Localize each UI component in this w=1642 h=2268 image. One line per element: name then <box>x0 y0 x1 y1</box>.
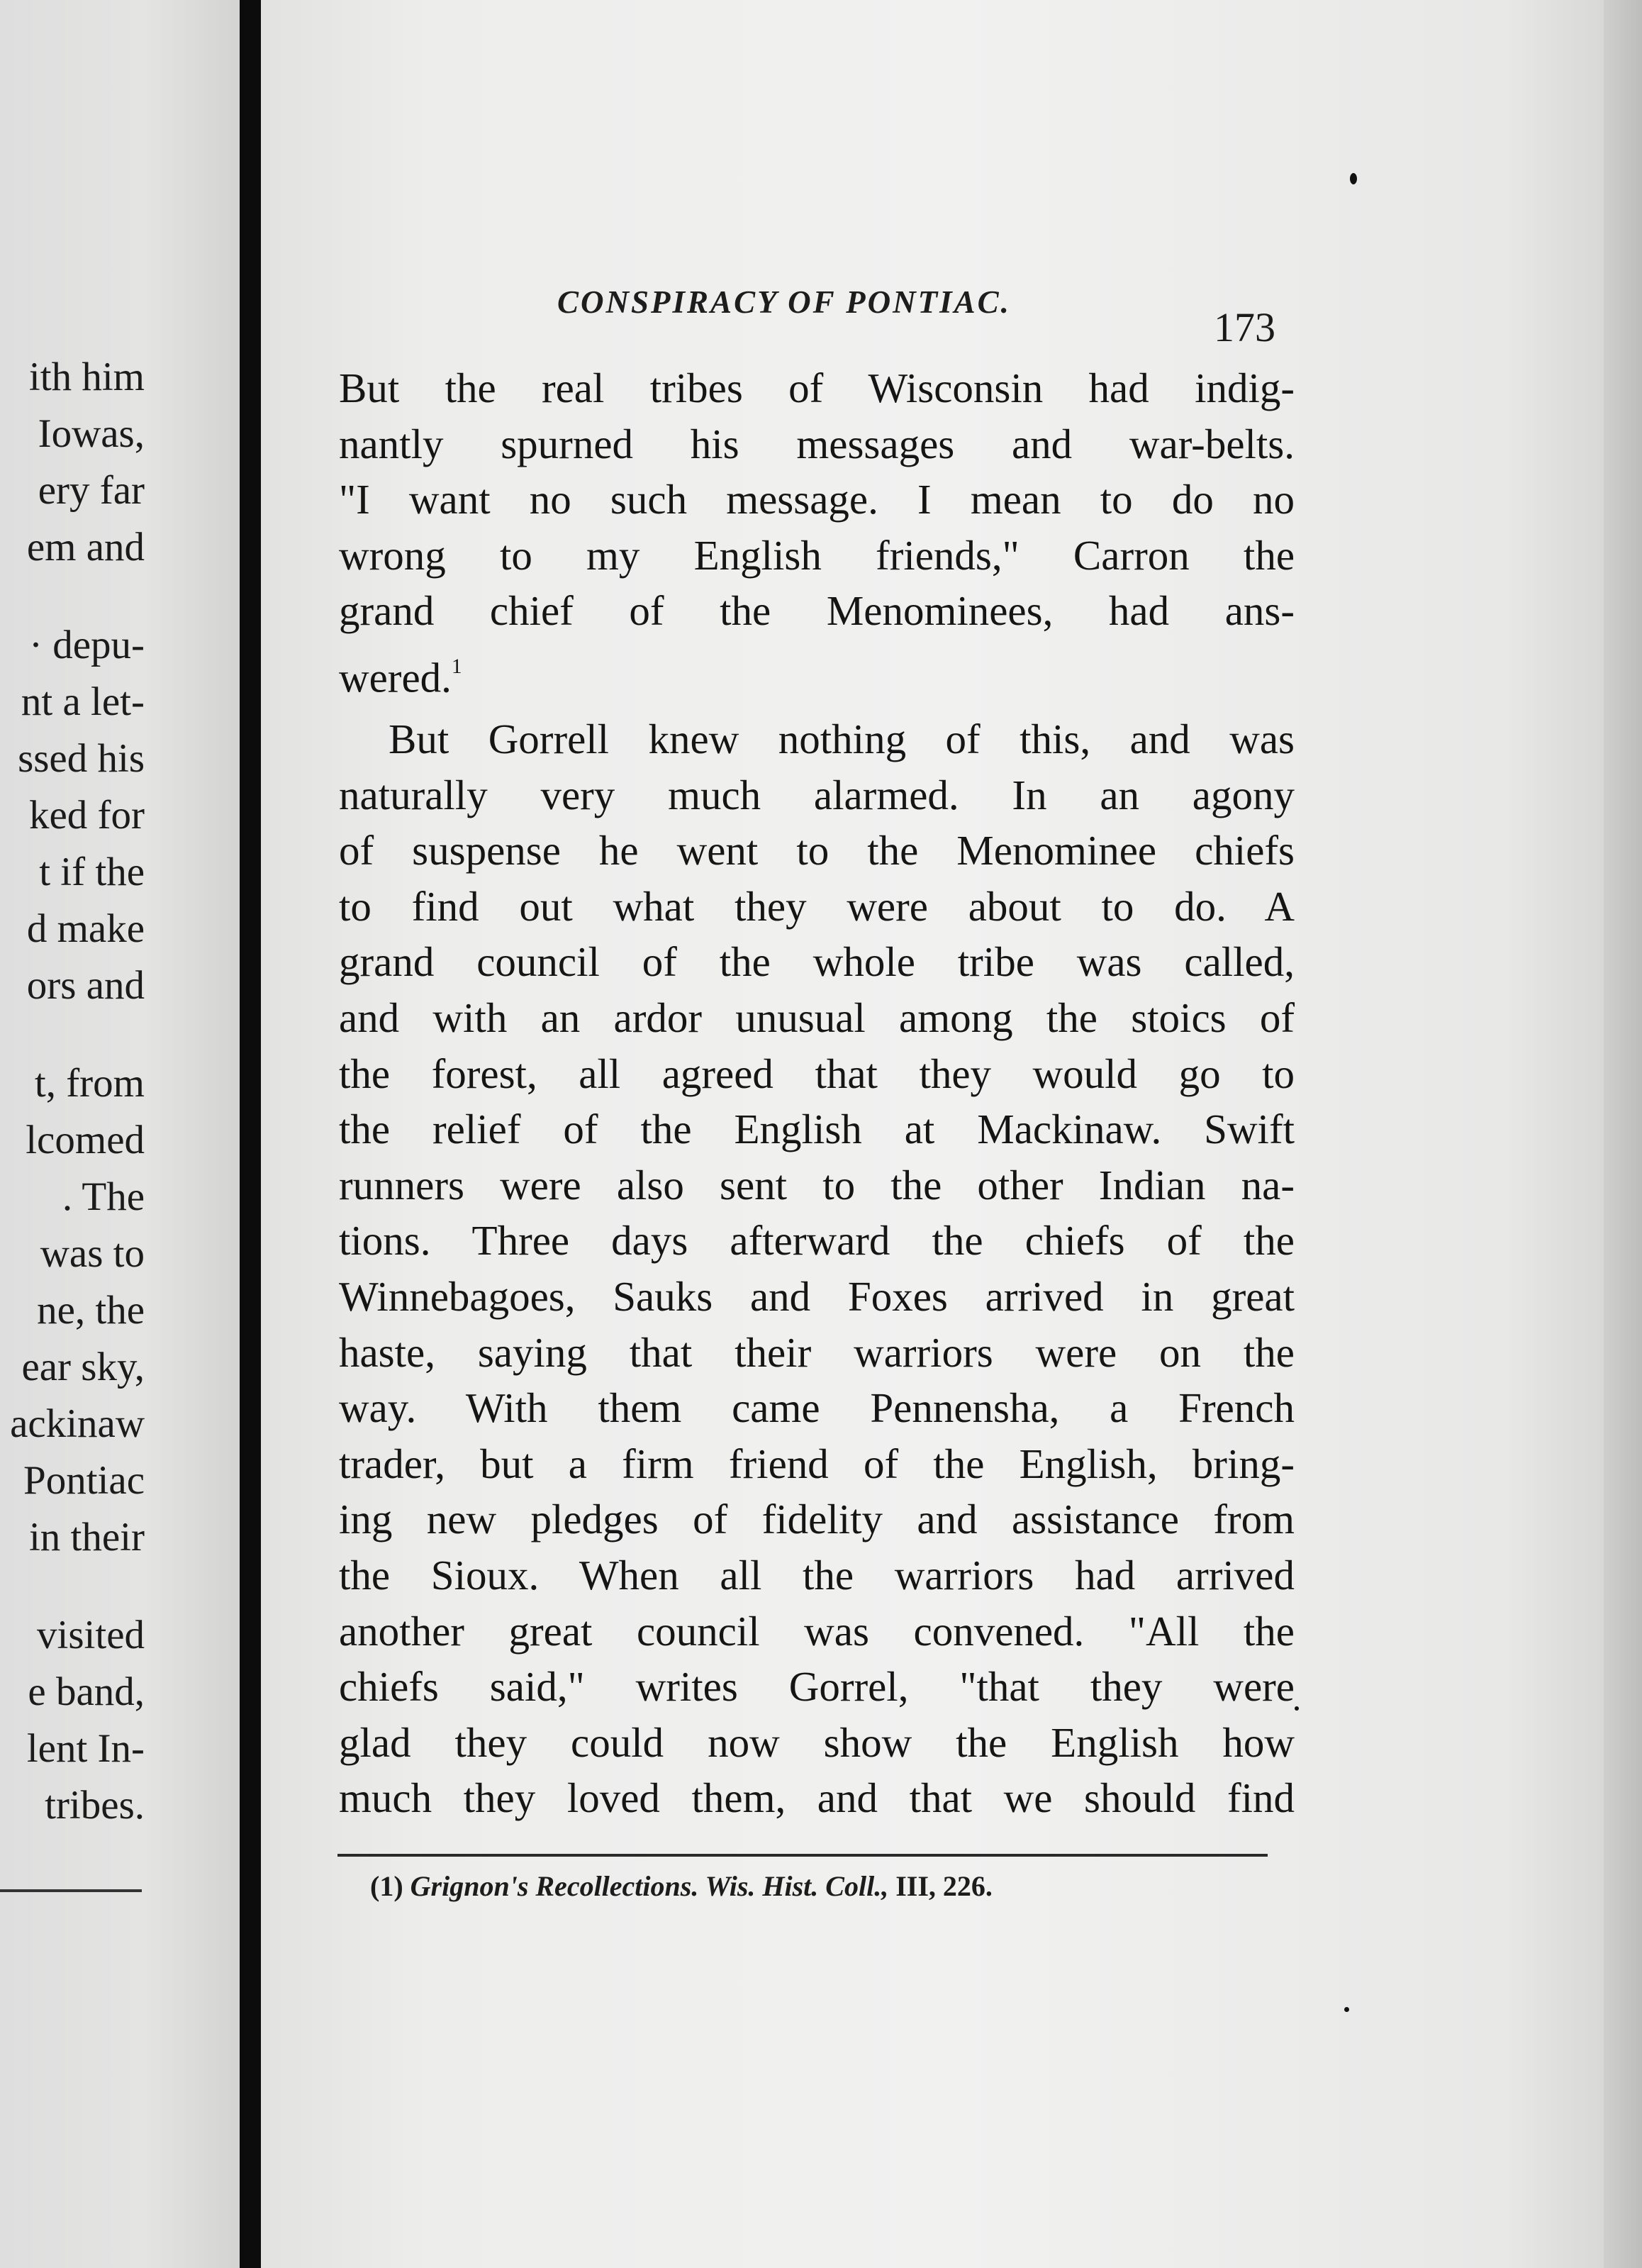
text-line: wrong to my English friends," Carron the <box>339 531 1295 579</box>
footnote-number: (1) <box>370 1870 403 1902</box>
footnote-rule <box>337 1854 1268 1857</box>
left-line: e band, <box>28 1669 145 1714</box>
text-line: of suspense he went to the Menominee chiefs <box>339 827 1295 874</box>
text-line: ing new pledges of fidelity and assistance from <box>339 1496 1295 1543</box>
text-line: But the real tribes of Wisconsin had indig- <box>339 365 1295 411</box>
left-line: ith him <box>28 355 145 399</box>
footnote-marker: 1 <box>451 655 462 678</box>
paragraph-gap <box>339 706 1295 711</box>
text-line: the Sioux. When all the warriors had arrived <box>339 1552 1295 1599</box>
text-line: Winnebagoes, Sauks and Foxes arrived in great <box>339 1273 1295 1321</box>
left-line-gap <box>0 576 145 617</box>
left-line: nt a let- <box>21 679 145 724</box>
text-line: "I want no such message. I mean to do no <box>339 476 1295 523</box>
text-line: another great council was convened. "All the <box>339 1607 1295 1655</box>
text-line: chiefs said," writes Gorrel, "that they were <box>339 1663 1295 1711</box>
left-line: . The <box>62 1174 145 1219</box>
left-line: t if the <box>39 850 145 894</box>
text-line: to find out what they were about to do. A <box>339 882 1295 930</box>
text-line: wered. <box>339 654 452 701</box>
text-line: glad they could now show the English how <box>339 1718 1295 1766</box>
text-line: way. With them came Pennensha, a French <box>339 1384 1295 1432</box>
text-line: grand council of the whole tribe was called, <box>339 938 1295 986</box>
left-line: in their <box>28 1515 145 1560</box>
footnote-source: Grignon's Recollections. Wis. Hist. Coll., <box>410 1870 889 1902</box>
left-footnote-rule <box>0 1889 142 1892</box>
page-edge-shadow <box>1604 0 1642 2268</box>
text-line: naturally very much alarmed. In an agony <box>339 771 1295 818</box>
left-line-gap <box>0 1566 145 1607</box>
footnote <box>370 1869 993 1903</box>
text-line: haste, saying that their warriors were on the <box>339 1328 1295 1376</box>
left-line: t, from <box>34 1061 145 1106</box>
running-head: CONSPIRACY OF PONTIAC. <box>557 284 1011 320</box>
text-line: the forest, all agreed that they would go to <box>339 1050 1295 1097</box>
text-line: and with an ardor unusual among the stoics of <box>339 994 1295 1042</box>
page-number: 173 <box>1214 304 1275 350</box>
left-line: tribes. <box>45 1783 145 1828</box>
left-line: ked for <box>28 793 145 838</box>
left-page-text <box>0 349 145 1834</box>
left-line: Pontiac <box>23 1458 145 1503</box>
left-line: ery far <box>38 468 145 513</box>
text-line: grand chief of the Menominees, had ans- <box>339 587 1295 635</box>
text-line: the relief of the English at Mackinaw. Swift <box>339 1106 1295 1153</box>
left-line: ackinaw <box>10 1401 145 1446</box>
book-gutter <box>240 0 261 2268</box>
left-line: ors and <box>26 963 145 1008</box>
left-line: ear sky, <box>21 1345 145 1389</box>
left-line: was to <box>40 1231 145 1276</box>
left-line: visited <box>37 1613 145 1657</box>
text-line-last <box>339 639 1295 706</box>
text-line: trader, but a firm friend of the English, bring- <box>339 1440 1295 1487</box>
left-line-gap <box>0 1014 145 1055</box>
text-line: But Gorrell knew nothing of this, and was <box>389 716 1295 763</box>
body-text <box>339 360 1295 1826</box>
ink-speck <box>1344 2007 1349 2012</box>
text-line: runners were also sent to the other Indian na- <box>339 1161 1295 1208</box>
left-line: d make <box>26 906 145 951</box>
ink-speck <box>1350 173 1357 184</box>
left-line: Iowas, <box>38 411 145 456</box>
text-line: tions. Three days afterward the chiefs of the <box>339 1217 1295 1264</box>
text-line: nantly spurned his messages and war-belts. <box>339 420 1295 467</box>
text-line: much they loved them, and that we should find <box>339 1774 1295 1822</box>
left-line: ne, the <box>37 1288 145 1333</box>
left-line: lcomed <box>26 1118 145 1162</box>
left-line: · depu- <box>28 623 145 667</box>
ink-speck <box>1295 1706 1299 1711</box>
left-page <box>0 0 241 2268</box>
left-line: em and <box>26 525 145 569</box>
left-line: lent In- <box>26 1726 145 1771</box>
footnote-location: III, 226. <box>895 1870 993 1902</box>
left-line: ssed his <box>18 736 145 781</box>
